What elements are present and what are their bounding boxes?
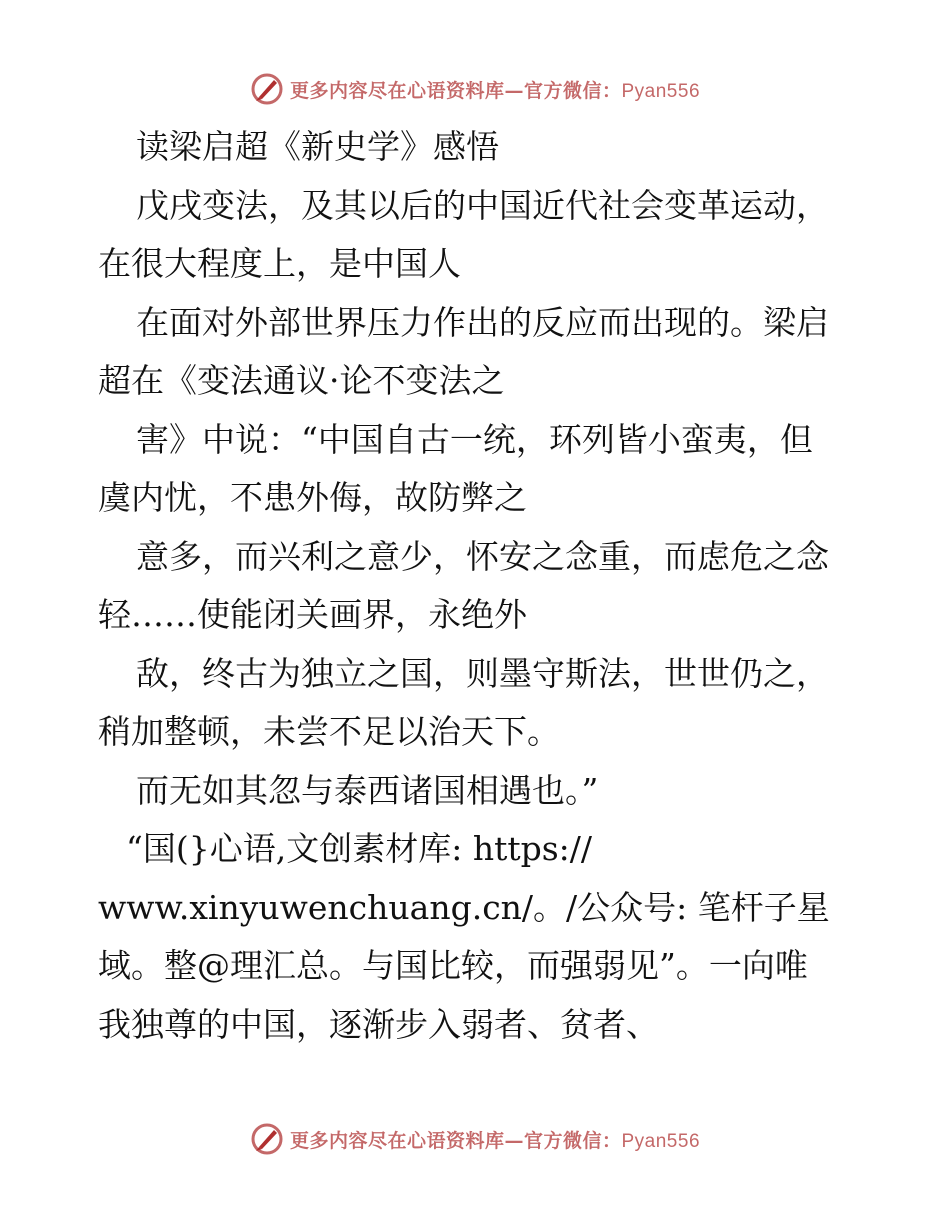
paragraph-line: 在面对外部世界压力作出的反应而出现的。梁启 [136,302,829,342]
document-title: 读梁启超《新史学》感悟 [136,127,499,166]
watermark-wechat-id: Pyan556 [621,1130,701,1152]
paragraph-line: “国(}心语,文创素材库: https:// [126,829,593,868]
watermark-text [290,1126,700,1153]
quill-pen-logo-icon [250,1122,284,1156]
paragraph-line: 害》中说：“中国自古一统，环列皆小蛮夷，但 [136,419,813,459]
paragraph-line: 超在《变法通议·论不变法之 [98,361,505,400]
watermark-main: 更多内容尽在心语资料库—官方微信： [289,79,622,102]
paragraph-line: 我独尊的中国，逐渐步入弱者、贫者、 [98,1004,659,1044]
paragraph-line: www.xinyuwenchuang.cn/。/公众号: 笔杆子星 [98,887,830,927]
paragraph-line: 意多，而兴利之意少，怀安之念重，而虑危之念 [136,536,829,576]
paragraph-line: 虞内忧，不患外侮，故防弊之 [98,478,527,517]
paragraph-line: 域。整@理汇总。与国比较，而强弱见”。一向唯 [98,946,808,985]
paragraph-line: 而无如其忽与泰西诸国相遇也。” [136,770,599,810]
paragraph-line: 敌，终古为独立之国，则墨守斯法，世世仍之， [136,653,829,693]
header-watermark [0,72,950,106]
quill-pen-logo-icon [250,72,284,106]
watermark-wechat-id: Pyan556 [621,80,701,102]
watermark-main: 更多内容尽在心语资料库—官方微信： [289,1129,622,1152]
document-body [98,118,858,1054]
paragraph-line: 在很大程度上，是中国人 [98,244,461,283]
paragraph-line: 稍加整顿，未尝不足以治天下。 [98,712,560,751]
footer-watermark [0,1122,950,1156]
paragraph-line: 轻……使能闭关画界，永绝外 [98,595,527,634]
watermark-text [290,76,700,103]
paragraph-line: 戊戌变法，及其以后的中国近代社会变革运动， [136,185,829,225]
